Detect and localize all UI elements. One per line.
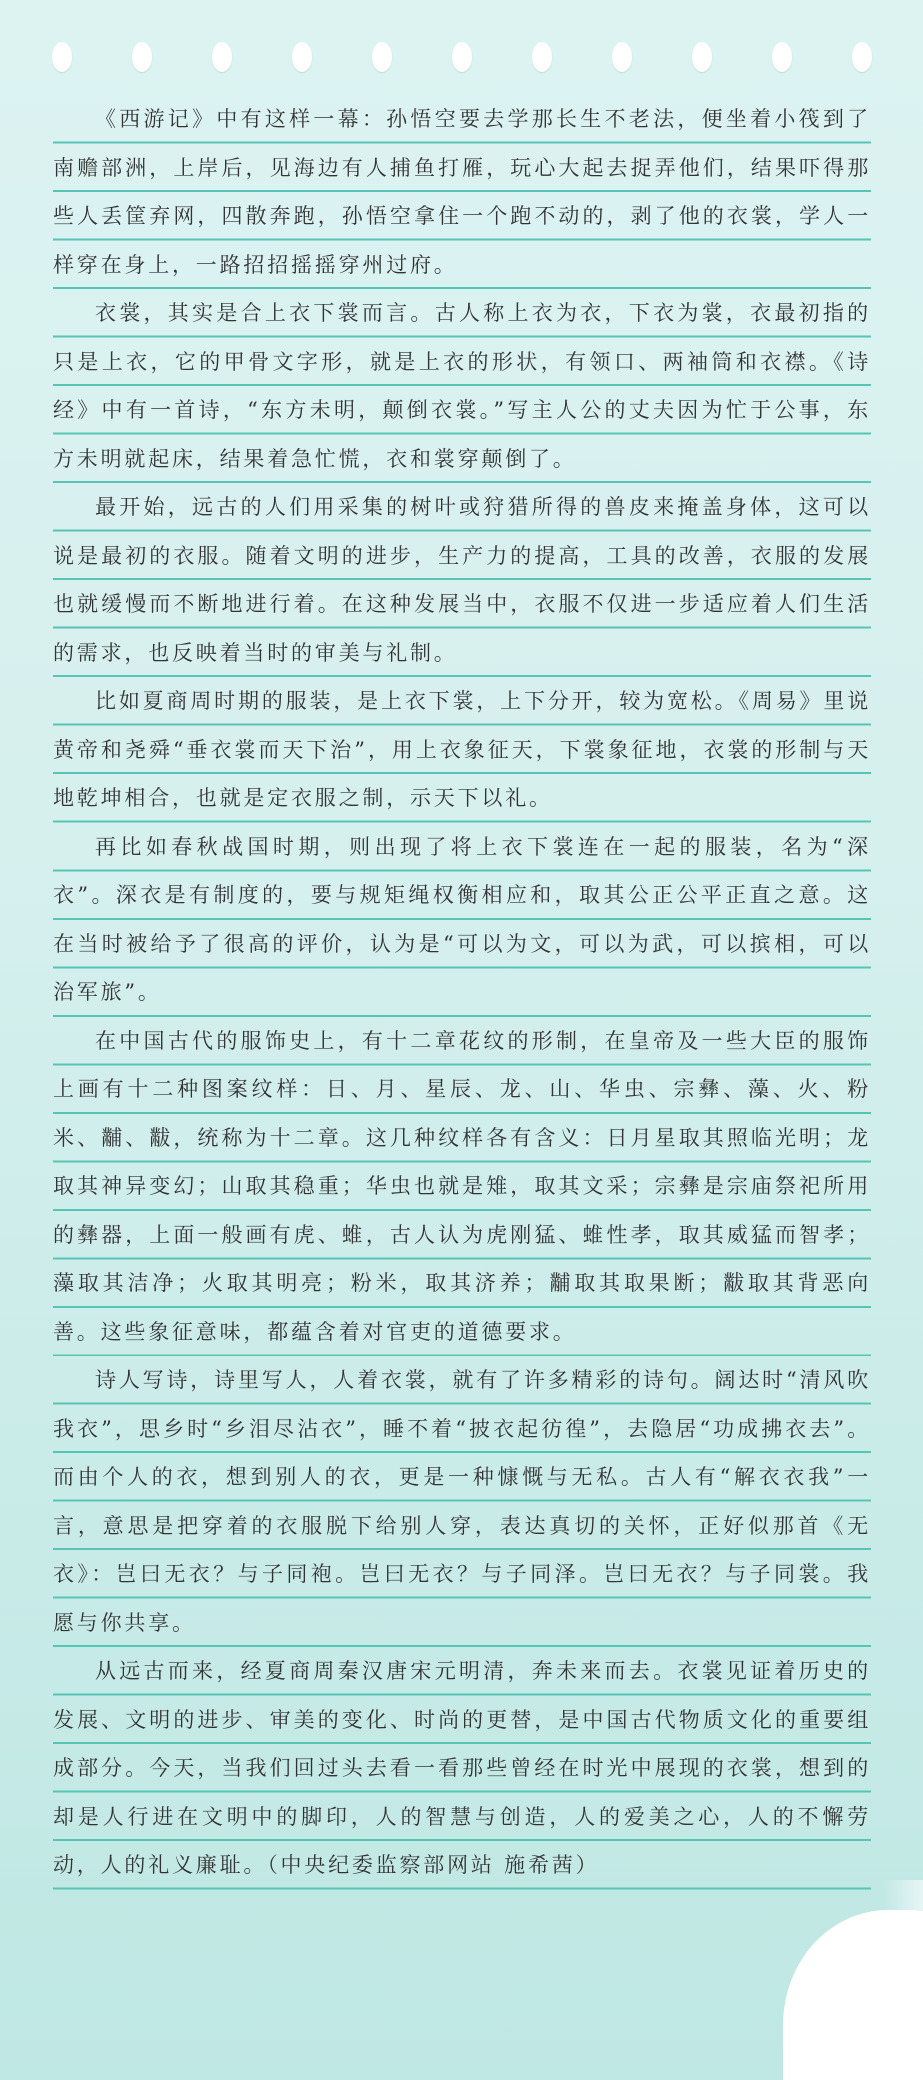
binding-hole [132,42,152,72]
binding-hole [852,42,872,72]
curled-page-corner [783,1910,923,2080]
paragraph-poetry: 诗人写诗，诗里写人，人着衣裳，就有了许多精彩的诗句。阔达时“清风吹我衣”，思乡时“乡泪尽沾衣”，睡不着“披衣起彷徨”，去隐居“功成拂衣去”。而由个人的衣，想到别人的衣，更是一种慷慨与无私。古人有“解衣衣我”一言，意思是把穿着的衣服脱下给别人穿，表达真切的关怀，正好似那首《无衣》：岂曰无衣？与子同袍。岂曰无衣？与子同泽。岂曰无衣？与子同裳。我愿与你共享。 [53,1356,871,1647]
binding-hole [212,42,232,72]
paragraph-earliest-clothing: 最开始，远古的人们用采集的树叶或狩猎所得的兽皮来掩盖身体，这可以说是最初的衣服。随着文明的进步，生产力的提高，工具的改善，衣服的发展也就缓慢而不断地进行着。在这种发展当中，衣服不仅进一步适应着人们生活的需求，也反映着当时的审美与礼制。 [53,483,871,677]
paragraph-xia-shang-zhou: 比如夏商周时期的服装，是上衣下裳，上下分开，较为宽松。《周易》里说黄帝和尧舜“垂衣裳而天下治”，用上衣象征天，下裳象征地，衣裳的形制与天地乾坤相合，也就是定衣服之制，示天下以礼。 [53,677,871,823]
binding-holes [0,42,923,78]
binding-hole [532,42,552,72]
binding-hole [612,42,632,72]
paragraph-journey-to-the-west: 《西游记》中有这样一幕：孙悟空要去学那长生不老法，便坐着小筏到了南赡部洲，上岸后，见海边有人捕鱼打雁，玩心大起去捉弄他们，结果吓得那些人丢筐弃网，四散奔跑，孙悟空拿住一个跑不动的，剥了他的衣裳，学人一样穿在身上，一路招招摇摇穿州过府。 [53,95,871,289]
binding-hole [292,42,312,72]
binding-hole [52,42,72,72]
binding-hole [692,42,712,72]
binding-hole [772,42,792,72]
paragraph-conclusion: 从远古而来，经夏商周秦汉唐宋元明清，奔未来而去。衣裳见证着历史的发展、文明的进步、审美的变化、时尚的更替，是中国古代物质文化的重要组成部分。今天，当我们回过头去看一看那些曾经在时光中展现的衣裳，想到的却是人行进在文明中的脚印，人的智慧与创造，人的爱美之心，人的不懈劳动，人的礼义廉耻。（中央纪委监察部网站 施希茜） [53,1647,871,1890]
article-body [53,95,871,1890]
binding-hole [372,42,392,72]
binding-hole [452,42,472,72]
paragraph-yishang-meaning: 衣裳，其实是合上衣下裳而言。古人称上衣为衣，下衣为裳，衣最初指的只是上衣，它的甲骨文字形，就是上衣的形状，有领口、两袖筒和衣襟。《诗经》中有一首诗，“东方未明，颠倒衣裳。”写主人公的丈夫因为忙于公事，东方未明就起床，结果着急忙慌，衣和裳穿颠倒了。 [53,289,871,483]
paragraph-shenyi: 再比如春秋战国时期，则出现了将上衣下裳连在一起的服装，名为“深衣”。深衣是有制度的，要与规矩绳权衡相应和，取其公正公平正直之意。这在当时被给予了很高的评价，认为是“可以为文，可以为武，可以摈相，可以治军旅”。 [53,823,871,1017]
paragraph-twelve-symbols: 在中国古代的服饰史上，有十二章花纹的形制，在皇帝及一些大臣的服饰上画有十二种图案纹样：日、月、星辰、龙、山、华虫、宗彝、藻、火、粉米、黼、黻，统称为十二章。这几种纹样各有含义：日月星取其照临光明；龙取其神异变幻；山取其稳重；华虫也就是雉，取其文采；宗彝是宗庙祭祀所用的彝器，上面一般画有虎、蜼，古人认为虎刚猛、蜼性孝，取其威猛而智孝；藻取其洁净；火取其明亮；粉米，取其济养；黼取其取果断；黻取其背恶向善。这些象征意味，都蕴含着对官吏的道德要求。 [53,1017,871,1357]
